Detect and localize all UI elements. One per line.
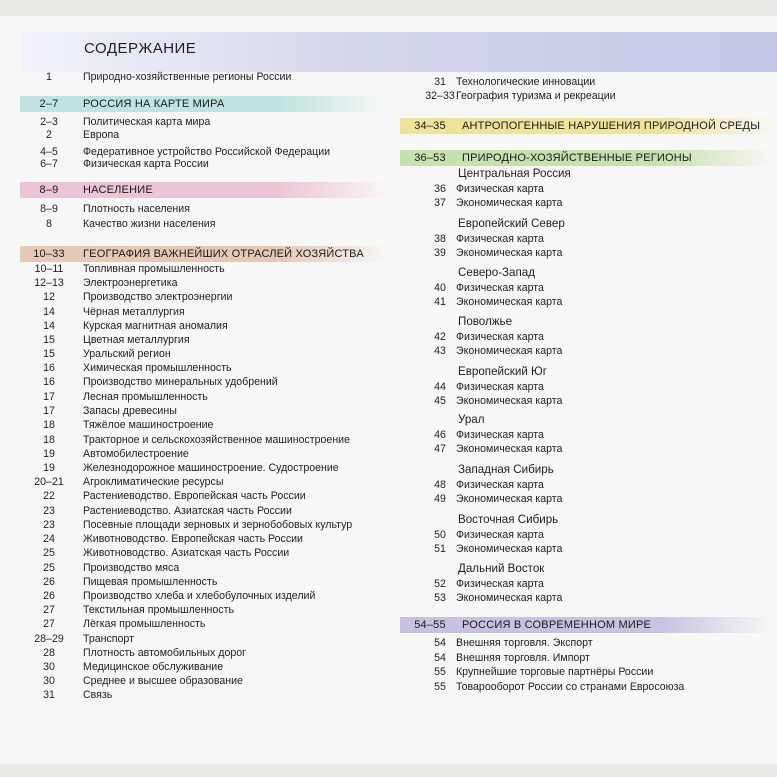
page-number: 22	[43, 490, 55, 502]
page-number: 4–5	[40, 146, 58, 158]
entry-title: Курская магнитная аномалия	[83, 320, 228, 332]
entry-title: Товарооборот России со странами Евросоюза	[456, 681, 685, 693]
page-number: 25	[43, 547, 55, 559]
entry-title: Связь	[83, 689, 113, 701]
contents-page	[0, 16, 777, 764]
page-number: 44	[434, 381, 446, 393]
page-number: 55	[434, 666, 446, 678]
entry-title: Топливная промышленность	[83, 263, 225, 275]
page-number: 37	[434, 197, 446, 209]
page-number: 54	[434, 652, 446, 664]
region-heading: Поволжье	[458, 315, 513, 328]
page-number: 24	[43, 533, 55, 545]
section-header[interactable]	[400, 617, 772, 633]
section-page-range: 34–35	[414, 120, 446, 132]
entry-title: Внешняя торговля. Импорт	[456, 652, 590, 664]
page-number: 20–21	[34, 476, 64, 488]
entry-title: Растениеводство. Азиатская часть России	[83, 505, 292, 517]
page-number: 16	[43, 376, 55, 388]
page-number: 19	[43, 448, 55, 460]
entry-title: Физическая карта	[456, 331, 544, 343]
entry-title: Растениеводство. Европейская часть России	[83, 490, 306, 502]
entry-title: Экономическая карта	[456, 543, 563, 555]
section-page-range: 10–33	[33, 248, 65, 260]
entry-title: Цветная металлургия	[83, 334, 190, 346]
entry-title: Экономическая карта	[456, 395, 563, 407]
page-number: 27	[43, 618, 55, 630]
entry-title: Политическая карта мира	[83, 116, 211, 128]
section-header[interactable]	[20, 246, 388, 262]
page-number: 53	[434, 592, 446, 604]
region-heading: Западная Сибирь	[458, 463, 554, 476]
page-number: 16	[43, 362, 55, 374]
page-number: 39	[434, 247, 446, 259]
section-page-range: 2–7	[39, 98, 59, 110]
entry-title: Экономическая карта	[456, 197, 563, 209]
page-number: 26	[43, 590, 55, 602]
section-header[interactable]	[20, 96, 388, 112]
page-number: 26	[43, 576, 55, 588]
entry-title: Крупнейшие торговые партнёры России	[456, 666, 654, 678]
page-number: 31	[43, 689, 55, 701]
page-number: 31	[434, 76, 446, 88]
entry-title: Физическая карта	[456, 578, 544, 590]
section-page-range: 8–9	[39, 184, 59, 196]
entry-title: Физическая карта	[456, 233, 544, 245]
page-number: 27	[43, 604, 55, 616]
entry-title: Физическая карта России	[83, 158, 209, 170]
entry-title: Физическая карта	[456, 282, 544, 294]
entry-title: Плотность автомобильных дорог	[83, 647, 246, 659]
region-heading: Восточная Сибирь	[458, 513, 559, 526]
page-number: 8–9	[40, 203, 58, 215]
entry-title: Плотность населения	[83, 203, 190, 215]
entry-title: Экономическая карта	[456, 296, 563, 308]
page-title: СОДЕРЖАНИЕ	[84, 40, 197, 57]
section-header[interactable]	[400, 118, 772, 134]
page-number: 48	[434, 479, 446, 491]
section-title: ГЕОГРАФИЯ ВАЖНЕЙШИХ ОТРАСЛЕЙ ХОЗЯЙСТВА	[83, 248, 364, 260]
page-number: 15	[43, 348, 55, 360]
page-number: 30	[43, 675, 55, 687]
section-header[interactable]	[20, 182, 388, 198]
entry-title: Качество жизни населения	[83, 218, 216, 230]
page-number: 49	[434, 493, 446, 505]
entry-title: Тяжёлое машиностроение	[83, 419, 214, 431]
entry-title: Химическая промышленность	[83, 362, 232, 374]
page-number: 32–33	[425, 90, 455, 102]
entry-title: Тракторное и сельскохозяйственное машиностроение	[83, 434, 350, 446]
page-number: 28	[43, 647, 55, 659]
entry-title: Железнодорожное машиностроение. Судостроение	[83, 462, 339, 474]
page-number: 14	[43, 306, 55, 318]
page-number: 1	[46, 71, 52, 83]
entry-title: Физическая карта	[456, 183, 544, 195]
entry-title: Технологические инновации	[456, 76, 596, 88]
entry-title: Экономическая карта	[456, 493, 563, 505]
page-number: 18	[43, 434, 55, 446]
page-number: 38	[434, 233, 446, 245]
page-number: 15	[43, 334, 55, 346]
section-page-range: 36–53	[414, 152, 446, 164]
region-heading: Европейский Север	[458, 217, 565, 230]
page-number: 12–13	[34, 277, 64, 289]
entry-title: Животноводство. Европейская часть России	[83, 533, 303, 545]
page-number: 55	[434, 681, 446, 693]
page-number: 2	[46, 129, 52, 141]
entry-title: Чёрная металлургия	[83, 306, 185, 318]
section-title: НАСЕЛЕНИЕ	[83, 184, 153, 196]
section-title: АНТРОПОГЕННЫЕ НАРУШЕНИЯ ПРИРОДНОЙ СРЕДЫ	[462, 120, 761, 132]
section-title: ПРИРОДНО-ХОЗЯЙСТВЕННЫЕ РЕГИОНЫ	[462, 152, 692, 164]
page-number: 28–29	[34, 633, 64, 645]
page-number: 36	[434, 183, 446, 195]
entry-title: Автомобилестроение	[83, 448, 189, 460]
entry-title: Посевные площади зерновых и зернобобовых культур	[83, 519, 353, 531]
page-number: 52	[434, 578, 446, 590]
entry-title: Физическая карта	[456, 381, 544, 393]
page-number: 46	[434, 429, 446, 441]
entry-title: Федеративное устройство Российской Федерации	[83, 146, 331, 158]
entry-title: Среднее и высшее образование	[83, 675, 243, 687]
page-number: 30	[43, 661, 55, 673]
entry-title: Электроэнергетика	[83, 277, 178, 289]
entry-title: Производство хлеба и хлебобулочных изделий	[83, 590, 316, 602]
entry-title: Европа	[83, 129, 120, 141]
page-number: 19	[43, 462, 55, 474]
entry-title: Экономическая карта	[456, 592, 563, 604]
region-heading: Европейский Юг	[458, 365, 547, 378]
entry-title: Физическая карта	[456, 429, 544, 441]
page-number: 47	[434, 443, 446, 455]
region-heading: Северо-Запад	[458, 266, 535, 279]
entry-title: Производство электроэнергии	[83, 291, 233, 303]
entry-title: Агроклиматические ресурсы	[83, 476, 224, 488]
entry-title: Лёгкая промышленность	[83, 618, 206, 630]
entry-title: Производство мяса	[83, 562, 180, 574]
page-number: 51	[434, 543, 446, 555]
page-number: 54	[434, 637, 446, 649]
page-number: 17	[43, 405, 55, 417]
section-header[interactable]	[400, 150, 772, 166]
page-number: 25	[43, 562, 55, 574]
entry-title: Лесная промышленность	[83, 391, 208, 403]
section-title: РОССИЯ В СОВРЕМЕННОМ МИРЕ	[462, 619, 652, 631]
page-number: 40	[434, 282, 446, 294]
page-number: 23	[43, 519, 55, 531]
entry-title: Медицинское обслуживание	[83, 661, 224, 673]
region-heading: Дальний Восток	[458, 562, 545, 575]
entry-title: Внешняя торговля. Экспорт	[456, 637, 593, 649]
entry-title: Уральский регион	[83, 348, 171, 360]
page-number: 12	[43, 291, 55, 303]
entry-title: Экономическая карта	[456, 345, 563, 357]
entry-title: Пищевая промышленность	[83, 576, 218, 588]
section-page-range: 54–55	[414, 619, 446, 631]
entry-title: Животноводство. Азиатская часть России	[83, 547, 290, 559]
page-number: 18	[43, 419, 55, 431]
entry-title: Экономическая карта	[456, 443, 563, 455]
entry-title: Запасы древесины	[83, 405, 177, 417]
entry-title: Физическая карта	[456, 529, 544, 541]
page-number: 8	[46, 218, 52, 230]
page-number: 43	[434, 345, 446, 357]
page-number: 23	[43, 505, 55, 517]
section-title: РОССИЯ НА КАРТЕ МИРА	[83, 98, 225, 110]
page-number: 6–7	[40, 158, 58, 170]
entry-title: Транспорт	[83, 633, 134, 645]
page-number: 45	[434, 395, 446, 407]
page-number: 2–3	[40, 116, 58, 128]
entry-title: Физическая карта	[456, 479, 544, 491]
page-number: 50	[434, 529, 446, 541]
page-number: 42	[434, 331, 446, 343]
page-number: 14	[43, 320, 55, 332]
page-number: 10–11	[34, 263, 64, 275]
entry-title: Текстильная промышленность	[83, 604, 234, 616]
page-number: 41	[434, 296, 446, 308]
entry-title: Экономическая карта	[456, 247, 563, 259]
entry-title: География туризма и рекреации	[456, 90, 616, 102]
entry-title: Производство минеральных удобрений	[83, 376, 278, 388]
page-number: 17	[43, 391, 55, 403]
region-heading: Урал	[458, 413, 485, 426]
entry-title: Природно-хозяйственные регионы России	[83, 71, 292, 83]
region-heading: Центральная Россия	[458, 167, 571, 180]
